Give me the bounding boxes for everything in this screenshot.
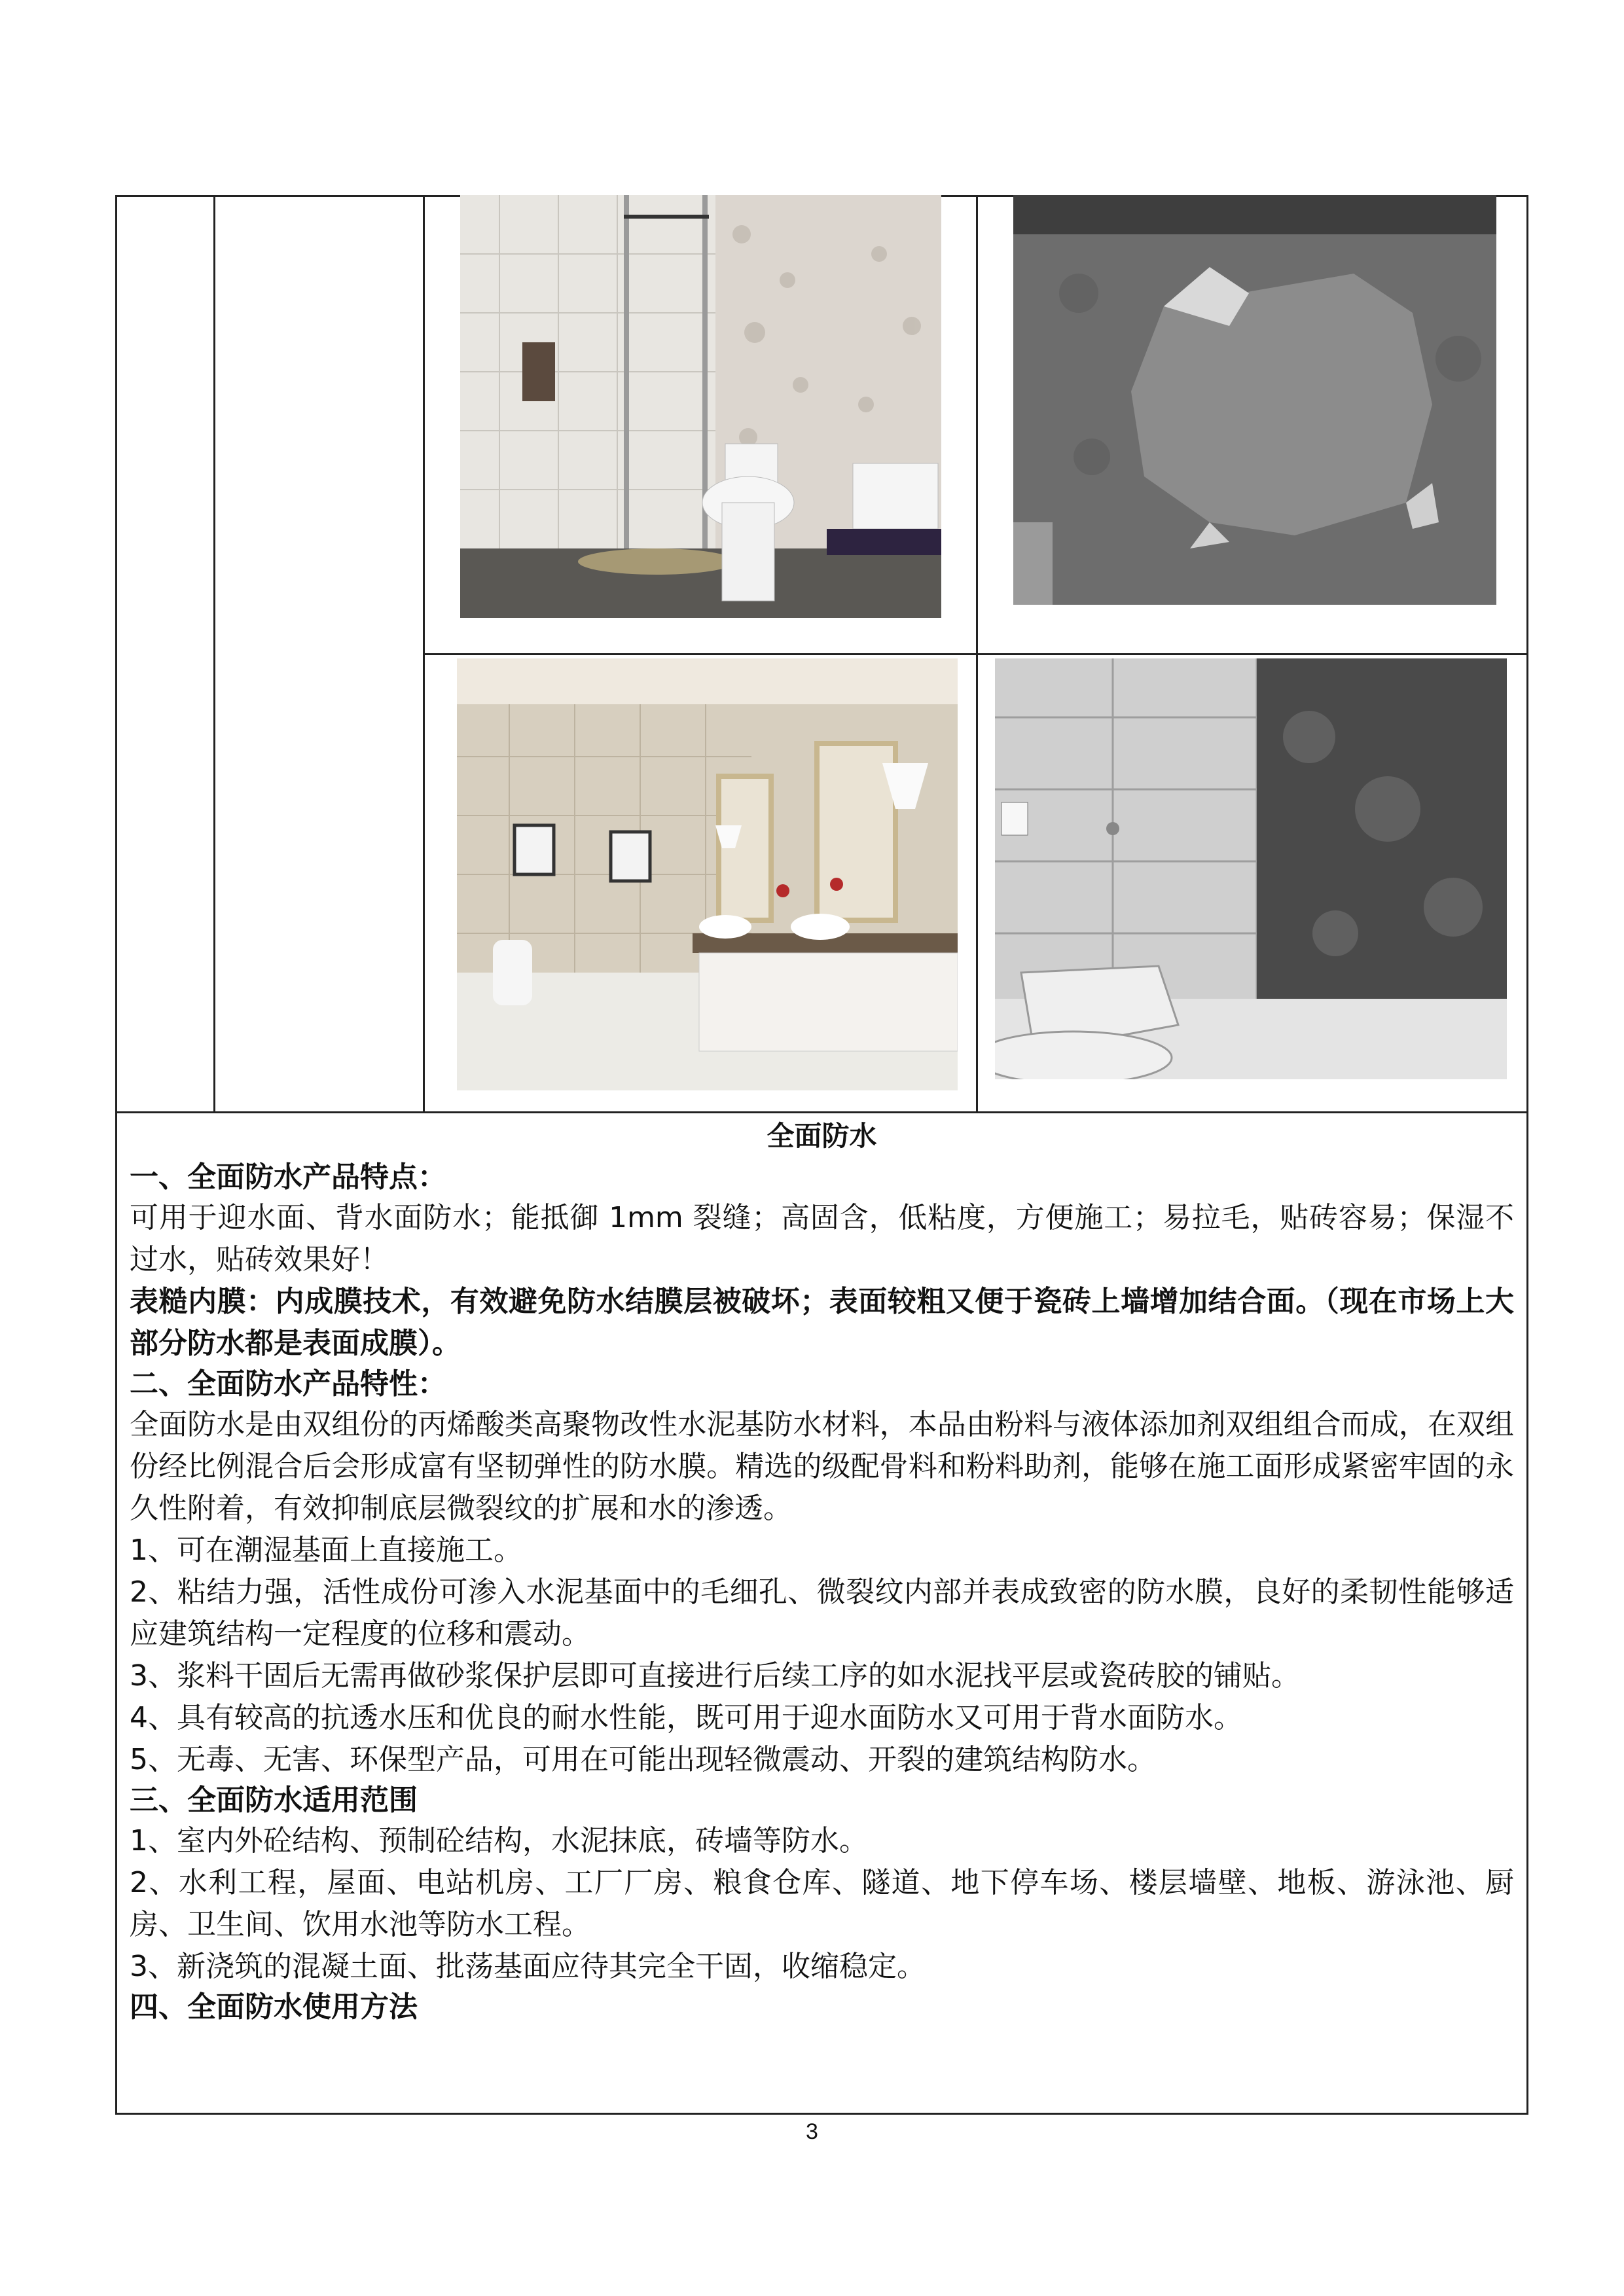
page-number: 3 xyxy=(806,2119,818,2144)
shower-bathroom-photo xyxy=(460,195,941,618)
list-item: 2、水利工程，屋面、电站机房、工厂厂房、粮食仓库、隧道、地下停车场、楼层墙壁、地板、游泳池、厨房、卫生间、饮用水池等防水工程。 xyxy=(130,1866,1514,1941)
section-title: 全面防水 xyxy=(767,1120,877,1152)
table-divider xyxy=(213,195,215,1111)
heading-features: 一、全面防水产品特点： xyxy=(130,1160,446,1194)
table-divider xyxy=(423,653,1528,655)
list-item: 5、无毒、无害、环保型产品，可用在可能出现轻微震动、开裂的建筑结构防水。 xyxy=(130,1743,1156,1776)
double-vanity-bathroom-photo xyxy=(457,658,958,1090)
list-item: 1、室内外砼结构、预制砼结构，水泥抹底，砖墙等防水。 xyxy=(130,1824,868,1857)
list-item: 3、浆料干固后无需再做砂浆保护层即可直接进行后续工序的如水泥找平层或瓷砖胶的铺贴。 xyxy=(130,1659,1300,1693)
heading-scope: 三、全面防水适用范围 xyxy=(130,1784,418,1817)
list-item: 4、具有较高的抗透水压和优良的耐水性能，既可用于迎水面防水又可用于背水面防水。 xyxy=(130,1701,1242,1734)
tiled-wall-peeling-photo xyxy=(995,658,1507,1079)
list-item: 1、可在潮湿基面上直接施工。 xyxy=(130,1534,522,1567)
table-divider xyxy=(115,1111,1528,1113)
product-description xyxy=(130,1117,1514,2027)
paragraph: 全面防水是由双组份的丙烯酸类高聚物改性水泥基防水材料，本品由粉料与液体添加剂双组组合而成，在双组份经比例混合后会形成富有坚韧弹性的防水膜。精选的级配骨料和粉料助剂，能够在施工面形成紧密牢固的永久性附着，有效抑制底层微裂纹的扩展和水的渗透。 xyxy=(130,1408,1514,1525)
paragraph-bold: 表糙内膜：内成膜技术，有效避免防水结膜层被破坏；表面较粗又便于瓷砖上墙增加结合面。（现在市场上大部分防水都是表面成膜）。 xyxy=(130,1285,1514,1360)
list-item: 2、粘结力强，活性成份可渗入水泥基面中的毛细孔、微裂纹内部并表成致密的防水膜，良好的柔韧性能够适应建筑结构一定程度的位移和震动。 xyxy=(130,1575,1514,1651)
paragraph: 可用于迎水面、背水面防水；能抵御 1mm 裂缝；高固含，低粘度，方便施工；易拉毛，贴砖容易；保湿不过水，贴砖效果好！ xyxy=(130,1201,1514,1276)
peeling-wall-photo xyxy=(1013,195,1496,605)
heading-characteristics: 二、全面防水产品特性： xyxy=(130,1367,446,1401)
heading-usage: 四、全面防水使用方法 xyxy=(130,1990,418,2024)
list-item: 3、新浇筑的混凝土面、批荡基面应待其完全干固，收缩稳定。 xyxy=(130,1950,926,1983)
